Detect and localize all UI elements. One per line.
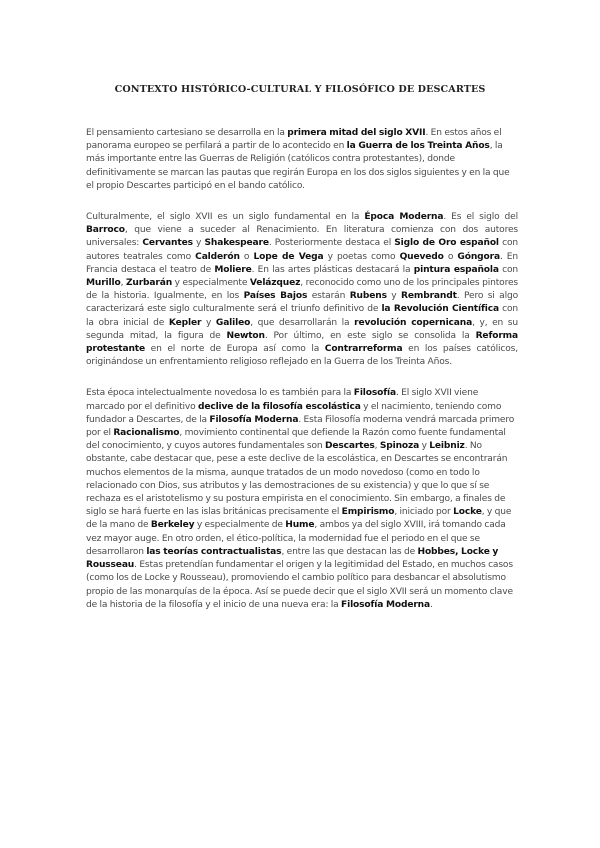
paragraph-text: , movimiento continental que defiende la Razón como fuente fundamental del conocimiento, y cuyos autores fundamentales son <box>86 428 506 452</box>
paragraph-text: y especialmente <box>172 278 250 289</box>
highlighted-term: Velázquez <box>249 278 301 289</box>
highlighted-term: Newton <box>226 330 265 341</box>
highlighted-term: Contrarreforma <box>324 344 403 355</box>
highlighted-term: Góngora <box>457 251 500 262</box>
highlighted-term: Filosofía Moderna <box>209 414 299 425</box>
highlighted-term: Cervantes <box>142 238 193 249</box>
highlighted-term: revolución copernicana <box>354 317 473 328</box>
highlighted-term: Reforma protestante <box>86 330 518 355</box>
highlighted-term: Empirismo <box>341 507 395 518</box>
paragraph-text: en el norte de Europa así como la <box>145 344 325 355</box>
paragraph-text: estarán <box>307 291 350 302</box>
paragraph-text: . No obstante, cabe destacar que, pese a este declive de la escolástica, en Descartes se encontrarán muchos elementos de la misma, aunque tratados de un modo novedoso (como en todo lo relacionado con Dios, sus atributos y las demostraciones de su existencia) y que lo que sí se rechaza es el aristotelismo y su postura empirista en el conocimiento. Sin embargo, a finales de siglo se hará fuerte en las islas británicas precisamente el <box>86 441 508 518</box>
highlighted-term: Filosofía <box>353 388 396 399</box>
paragraph-text: . Por último, en este siglo se consolida la <box>264 330 476 341</box>
paragraph-text: . Posteriormente destaca el <box>268 238 395 249</box>
highlighted-term: Hobbes, Locke y Rousseau <box>86 546 499 571</box>
document-title: CONTEXTO HISTÓRICO-CULTURAL Y FILOSÓFICO DE DESCARTES <box>114 84 486 95</box>
highlighted-term: Murillo <box>86 278 121 289</box>
highlighted-term: Berkeley <box>150 520 195 531</box>
paragraph-text: . En estos años el panorama europeo se perfilará a partir de lo acontecido en <box>86 128 502 152</box>
document-body <box>86 127 518 630</box>
highlighted-term: Rembrandt <box>401 291 457 302</box>
paragraph-text: . <box>430 599 433 610</box>
highlighted-term: la Revolución Científica <box>381 304 499 315</box>
paragraph-text: , entre las que destacan las de <box>281 546 418 557</box>
highlighted-term: Locke <box>453 507 482 518</box>
highlighted-term: Siglo de Oro español <box>394 238 499 249</box>
highlighted-term: Galileo <box>215 317 251 328</box>
paragraph-text: . El siglo XVII viene marcado por el definitivo <box>86 388 479 412</box>
highlighted-term: Lope de Vega <box>253 251 324 262</box>
paragraph-text: , <box>120 278 126 289</box>
paragraph-text: . Esta Filosofía moderna vendrá marcada primero por el <box>86 414 515 439</box>
paragraph-text: Culturalmente, el siglo XVII es un siglo fundamental en la <box>86 212 365 223</box>
paragraph-text: y poetas como <box>323 251 400 262</box>
highlighted-term: Zurbarán <box>125 278 173 289</box>
paragraph-text: . Estas pretendían fundamentar el origen y la legitimidad del Estado, en muchos casos (como los de Locke y Rousseau), promoviendo el cambio político para desbancar el absolutismo propio de las monarquías de la época. Así se puede decir que el siglo XVII será un momento clave de la historia de la filosofía y el inicio de una nueva era: la <box>86 560 513 610</box>
highlighted-term: Países Bajos <box>243 291 308 302</box>
highlighted-term: pintura española <box>413 264 499 275</box>
paragraph-historical-context <box>86 127 518 193</box>
paragraph-text: , reconocido como uno de los principales pintores de la historia. Igualmente, en los <box>86 278 519 302</box>
highlighted-term: Barroco <box>86 225 125 236</box>
paragraph-text: y <box>201 317 216 328</box>
paragraph-text: y el nacimiento, teniendo como fundador a Descartes, de la <box>86 401 502 425</box>
highlighted-term: Moliere <box>214 264 252 275</box>
paragraph-text: , iniciado por <box>394 507 454 518</box>
paragraph-text: y <box>419 441 430 452</box>
highlighted-term: la Guerra de los Treinta Años <box>346 141 490 152</box>
paragraph-text: , y que de la mano de <box>86 507 512 531</box>
paragraph-text: Esta época intelectualmente novedosa lo es también para la <box>86 388 354 399</box>
paragraph-text: El pensamiento cartesiano se desarrolla en la <box>86 128 288 138</box>
paragraph-text: , que desarrollarán la <box>250 317 355 328</box>
paragraph-text: y <box>386 291 402 302</box>
highlighted-term: Época Moderna <box>364 212 444 223</box>
highlighted-term: Leibniz <box>429 441 465 452</box>
highlighted-term: Calderón <box>195 251 240 262</box>
paragraph-text: con <box>498 264 518 275</box>
paragraph-text: , y, en su segunda mitad, la figura de <box>86 317 518 341</box>
highlighted-term: Hume <box>285 520 315 531</box>
highlighted-term: Shakespeare <box>204 238 269 249</box>
paragraph-text: con la obra inicial de <box>86 304 518 328</box>
paragraph-text: . Pero si algo caracterizará este siglo culturalmente será el triunfo definitivo de <box>86 291 518 315</box>
paragraph-text: en los países católicos, originándose un enfrentamiento religioso reflejado en la Guerra de los Treinta Años. <box>86 344 518 368</box>
paragraph-text: con autores teatrales como <box>86 238 518 262</box>
highlighted-term: Rubens <box>349 291 387 302</box>
highlighted-term: las teorías contractualistas <box>146 546 282 557</box>
highlighted-term: Quevedo <box>399 251 444 262</box>
paragraph-text: . En Francia destaca el teatro de <box>86 251 519 275</box>
highlighted-term: Filosofía Moderna <box>341 599 430 610</box>
paragraph-text: o <box>239 251 254 262</box>
highlighted-term: Spinoza <box>379 441 420 452</box>
highlighted-term: Descartes <box>324 441 375 452</box>
highlighted-term: declive de la filosofía escolástica <box>197 401 361 412</box>
highlighted-term: Racionalismo <box>113 428 180 439</box>
paragraph-text: o <box>443 251 458 262</box>
highlighted-term: primera mitad del siglo XVII <box>287 128 426 138</box>
paragraph-text: y <box>192 238 205 249</box>
paragraph-text: y especialmente de <box>194 520 286 531</box>
paragraph-philosophical-context <box>86 387 518 611</box>
paragraph-text: , <box>374 441 380 452</box>
paragraph-cultural-context <box>86 211 518 369</box>
highlighted-term: Kepler <box>168 317 202 328</box>
paragraph-text: . En las artes plásticas destacará la <box>251 264 414 275</box>
paragraph-text: , ambos ya del siglo XVIII, irá tomando cada vez mayor auge. En otro orden, el ético-política, la modernidad fue el periodo en el que se desarrollaron <box>86 520 506 557</box>
paragraph-text: , que viene a suceder al Renacimiento. En literatura comienza con dos autores universales: <box>86 225 518 249</box>
paragraph-text: . Es el siglo del <box>443 212 518 223</box>
paragraph-text: , la más importante entre las Guerras de Religión (católicos contra protestantes), donde definitivamente se marcan las pautas que regirán Europa en los dos siglos siguientes y en la que el propio Descartes participó en el bando católico. <box>86 141 510 191</box>
